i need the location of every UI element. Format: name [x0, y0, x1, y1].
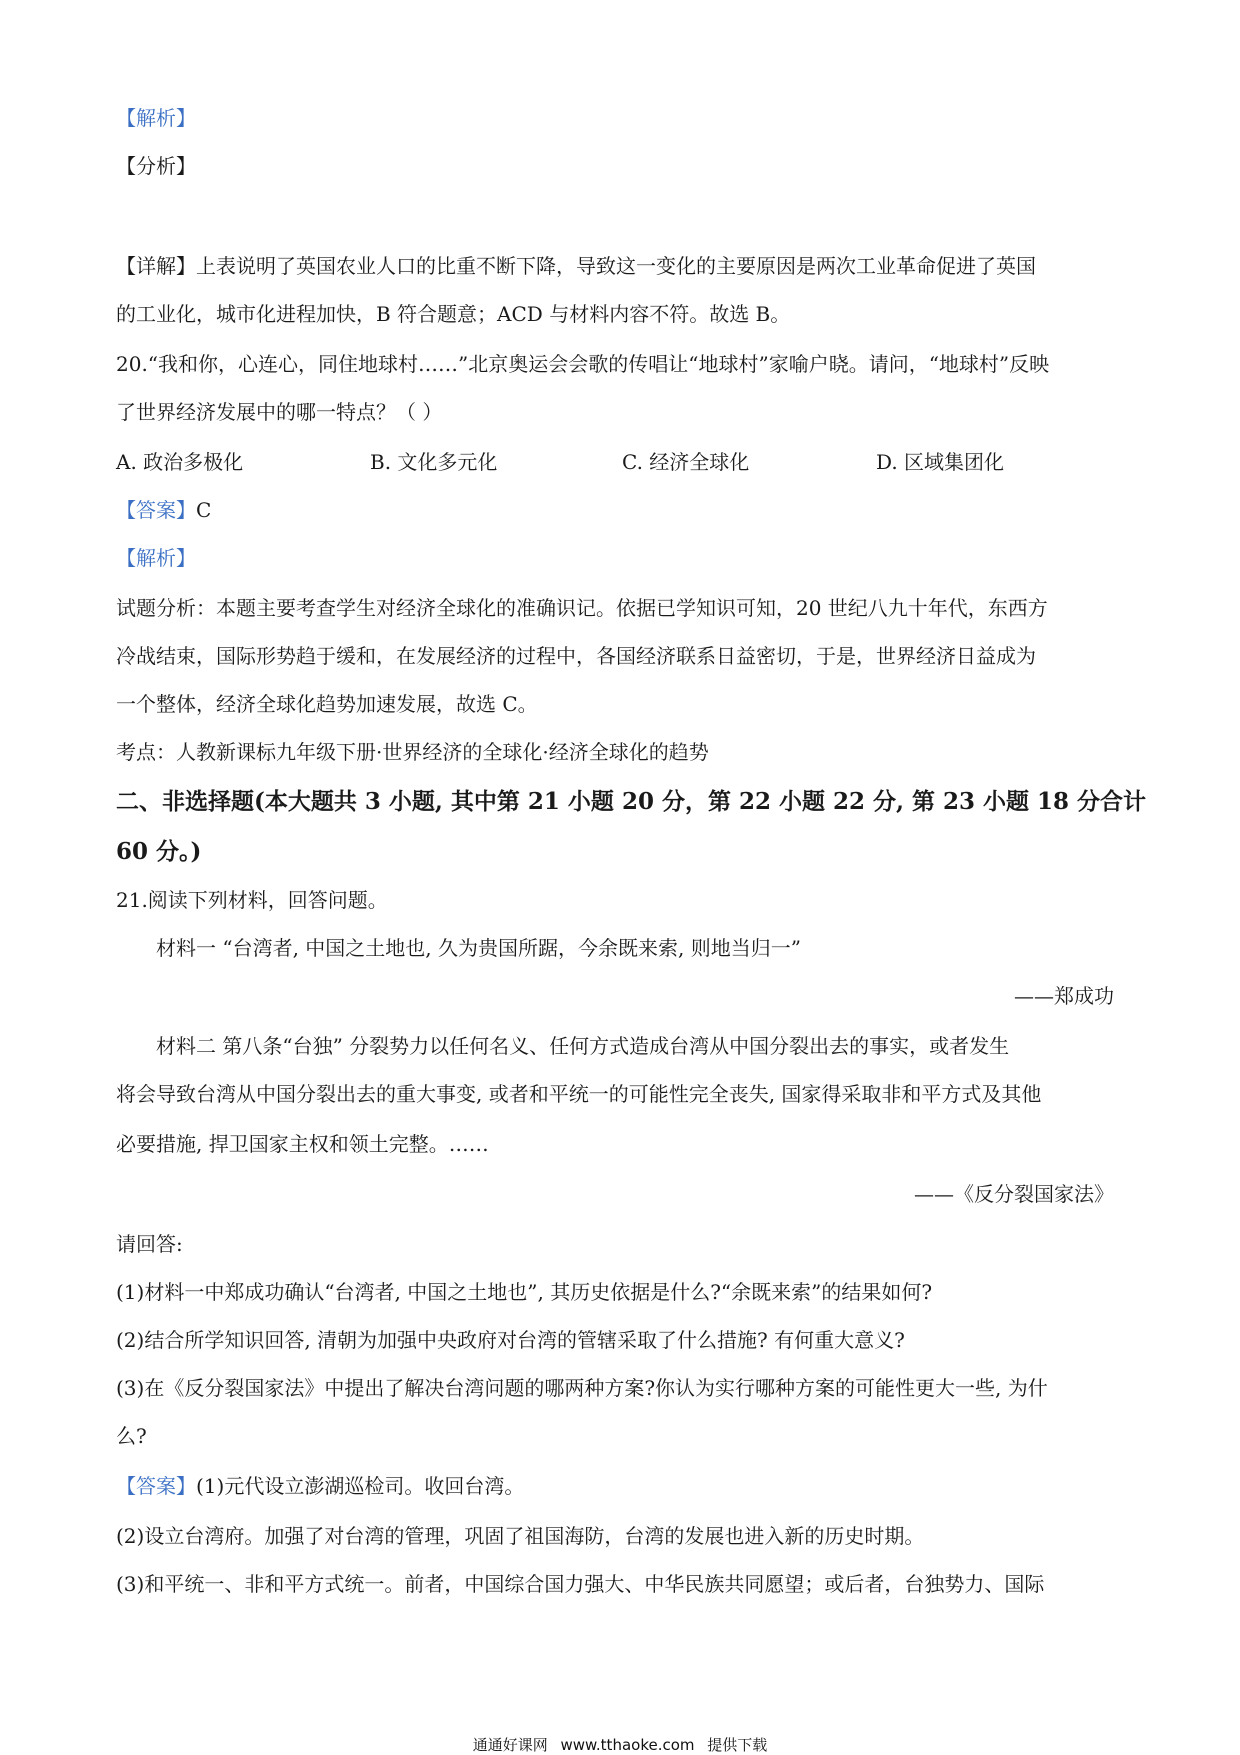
- q21-stem: 21.阅读下列材料，回答问题。: [116, 888, 388, 912]
- q21-answer-1: [116, 1472, 524, 1500]
- q21-material-2-source: ——《反分裂国家法》: [914, 1182, 1114, 1206]
- q20-option-c: C. 经济全球化: [622, 450, 750, 474]
- q21-subquestion-2: (2)结合所学知识回答, 清朝为加强中央政府对台湾的管辖采取了什么措施? 有何重大意义?: [116, 1328, 905, 1352]
- answer-value: C: [196, 498, 212, 522]
- q21-answer-3: (3)和平统一、非和平方式统一。前者，中国综合国力强大、中华民族共同愿望；或后者，台独势力、国际: [116, 1572, 1045, 1596]
- q20-stem-line-2: 了世界经济发展中的哪一特点？（ ）: [116, 400, 443, 424]
- jiexi-label-top: 【解析】: [116, 106, 196, 130]
- q21-subquestion-3-line-2: 么?: [116, 1424, 147, 1448]
- q21-material-2-line-2: 将会导致台湾从中国分裂出去的重大事变, 或者和平统一的可能性完全丧失, 国家得采取非和平方式及其他: [116, 1082, 1042, 1106]
- answer-text: (1)元代设立澎湖巡检司。收回台湾。: [196, 1474, 525, 1498]
- page-footer: [0, 1734, 1240, 1755]
- q20-jiexi-label: 【解析】: [116, 546, 196, 570]
- q20-analysis-line-3: 一个整体，经济全球化趋势加速发展，故选 C。: [116, 692, 538, 716]
- q21-subquestion-1: (1)材料一中郑成功确认“台湾者, 中国之土地也”, 其历史依据是什么?“余既来索”的结果如何?: [116, 1280, 933, 1304]
- section2-title-line-2: 60 分。): [116, 838, 202, 865]
- q21-qinghuida: 请回答:: [116, 1232, 183, 1256]
- xiangjie-line-2: 的工业化，城市化进程加快，B 符合题意；ACD 与材料内容不符。故选 B。: [116, 302, 791, 326]
- q20-analysis-line-2: 冷战结束，国际形势趋于缓和，在发展经济的过程中，各国经济联系日益密切，于是，世界经济日益成为: [116, 644, 1036, 668]
- fenxi-label: 【分析】: [116, 154, 196, 178]
- q21-material-1-source: ——郑成功: [1014, 984, 1114, 1008]
- q20-kaodian: 考点：人教新课标九年级下册·世界经济的全球化·经济全球化的趋势: [116, 740, 709, 764]
- xiangjie-line-1: 【详解】上表说明了英国农业人口的比重不断下降，导致这一变化的主要原因是两次工业革命促进了英国: [116, 254, 1036, 278]
- q20-option-d: D. 区域集团化: [876, 450, 1005, 474]
- q21-answer-2: (2)设立台湾府。加强了对台湾的管理，巩固了祖国海防，台湾的发展也进入新的历史时期。: [116, 1524, 925, 1548]
- q21-material-2-line-1: 材料二 第八条“台独” 分裂势力以任何名义、任何方式造成台湾从中国分裂出去的事实，或者发生: [156, 1034, 1010, 1058]
- footer-url[interactable]: www.tthaoke.com: [560, 1736, 695, 1754]
- footer-site: 通通好课网: [472, 1736, 548, 1754]
- section2-title-line-1: 二、非选择题(本大题共 3 小题, 其中第 21 小题 20 分，第 22 小题 22 分, 第 23 小题 18 分合计: [116, 788, 1147, 815]
- q20-option-b: B. 文化多元化: [370, 450, 498, 474]
- q20-stem-line-1: 20.“我和你，心连心，同住地球村……”北京奥运会会歌的传唱让“地球村”家喻户晓。请问，“地球村”反映: [116, 352, 1050, 376]
- q21-material-2-line-3: 必要措施, 捍卫国家主权和领土完整。……: [116, 1132, 489, 1156]
- q20-analysis-line-1: 试题分析：本题主要考查学生对经济全球化的准确识记。依据已学知识可知，20 世纪八九十年代，东西方: [116, 596, 1048, 620]
- answer-label: 【答案】: [116, 1474, 196, 1498]
- q21-material-1: 材料一 “台湾者, 中国之土地也, 久为贵国所踞，今余既来索, 则地当归一”: [156, 936, 801, 960]
- q20-answer: [116, 496, 211, 524]
- q20-option-a: A. 政治多极化: [116, 450, 244, 474]
- answer-label: 【答案】: [116, 498, 196, 522]
- footer-tail: 提供下载: [707, 1736, 768, 1754]
- q21-subquestion-3-line-1: (3)在《反分裂国家法》中提出了解决台湾问题的哪两种方案?你认为实行哪种方案的可能性更大一些, 为什: [116, 1376, 1048, 1400]
